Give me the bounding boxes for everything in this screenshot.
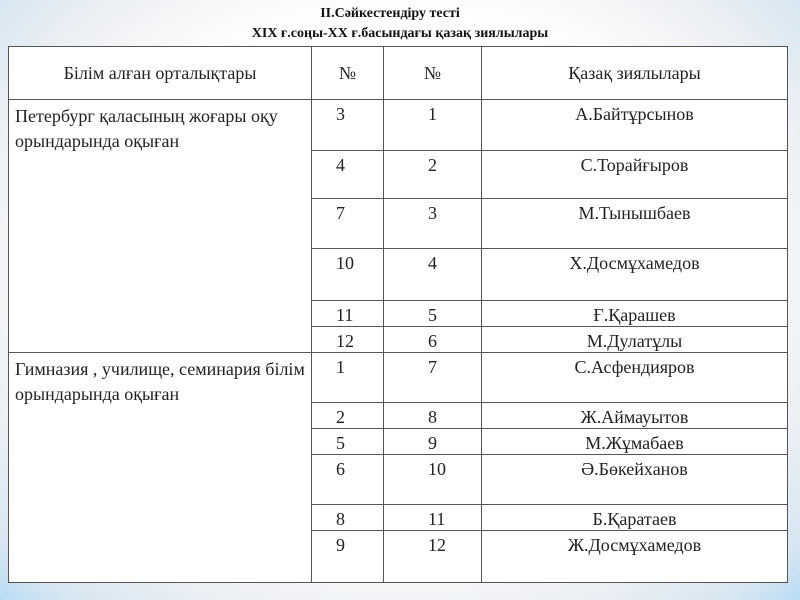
cell-a: 4 (312, 151, 384, 199)
group-label-gymnasium: Гимназия , училище, семинария білім орындарында оқыған (9, 353, 312, 583)
table-row (9, 100, 788, 151)
cell-b: 11 (384, 505, 482, 531)
cell-name: Б.Қаратаев (482, 505, 788, 531)
test-title: II.Сәйкестендіру тесті (320, 6, 460, 21)
cell-b: 4 (384, 249, 482, 301)
cell-b: 2 (384, 151, 482, 199)
cell-b: 9 (384, 429, 482, 455)
cell-b: 7 (384, 353, 482, 403)
cell-a: 7 (312, 199, 384, 249)
header-row (9, 47, 788, 100)
cell-a: 2 (312, 403, 384, 429)
cell-name: М.Жұмабаев (482, 429, 788, 455)
cell-name: Ж.Досмұхамедов (482, 531, 788, 583)
cell-b: 8 (384, 403, 482, 429)
cell-name: М.Дулатұлы (482, 327, 788, 353)
table-row (9, 353, 788, 403)
cell-a: 8 (312, 505, 384, 531)
cell-name: Ғ.Қарашев (482, 301, 788, 327)
cell-b: 1 (384, 100, 482, 151)
header-intellectuals: Қазақ зиялылары (482, 47, 788, 100)
cell-a: 3 (312, 100, 384, 151)
cell-a: 12 (312, 327, 384, 353)
header-number-left: № (312, 47, 384, 100)
cell-b: 10 (384, 455, 482, 505)
cell-a: 6 (312, 455, 384, 505)
cell-name: С.Асфендияров (482, 353, 788, 403)
cell-a: 9 (312, 531, 384, 583)
header-education-centers: Білім алған орталықтары (9, 47, 312, 100)
cell-b: 3 (384, 199, 482, 249)
cell-b: 6 (384, 327, 482, 353)
cell-a: 11 (312, 301, 384, 327)
header-number-right: № (384, 47, 482, 100)
matching-table (8, 46, 788, 583)
cell-a: 1 (312, 353, 384, 403)
cell-b: 5 (384, 301, 482, 327)
cell-name: М.Тынышбаев (482, 199, 788, 249)
cell-b: 12 (384, 531, 482, 583)
test-subtitle: XIX ғ.соңы-XX ғ.басындағы қазақ зиялылары (251, 26, 549, 41)
cell-name: А.Байтұрсынов (482, 100, 788, 151)
cell-name: Х.Досмұхамедов (482, 249, 788, 301)
group-label-petersburg: Петербург қаласының жоғары оқу орындарында оқыған (9, 100, 312, 353)
cell-name: Ж.Аймауытов (482, 403, 788, 429)
cell-a: 10 (312, 249, 384, 301)
cell-name: С.Торайғыров (482, 151, 788, 199)
matching-table-container (8, 46, 787, 587)
cell-a: 5 (312, 429, 384, 455)
cell-name: Ә.Бөкейханов (482, 455, 788, 505)
